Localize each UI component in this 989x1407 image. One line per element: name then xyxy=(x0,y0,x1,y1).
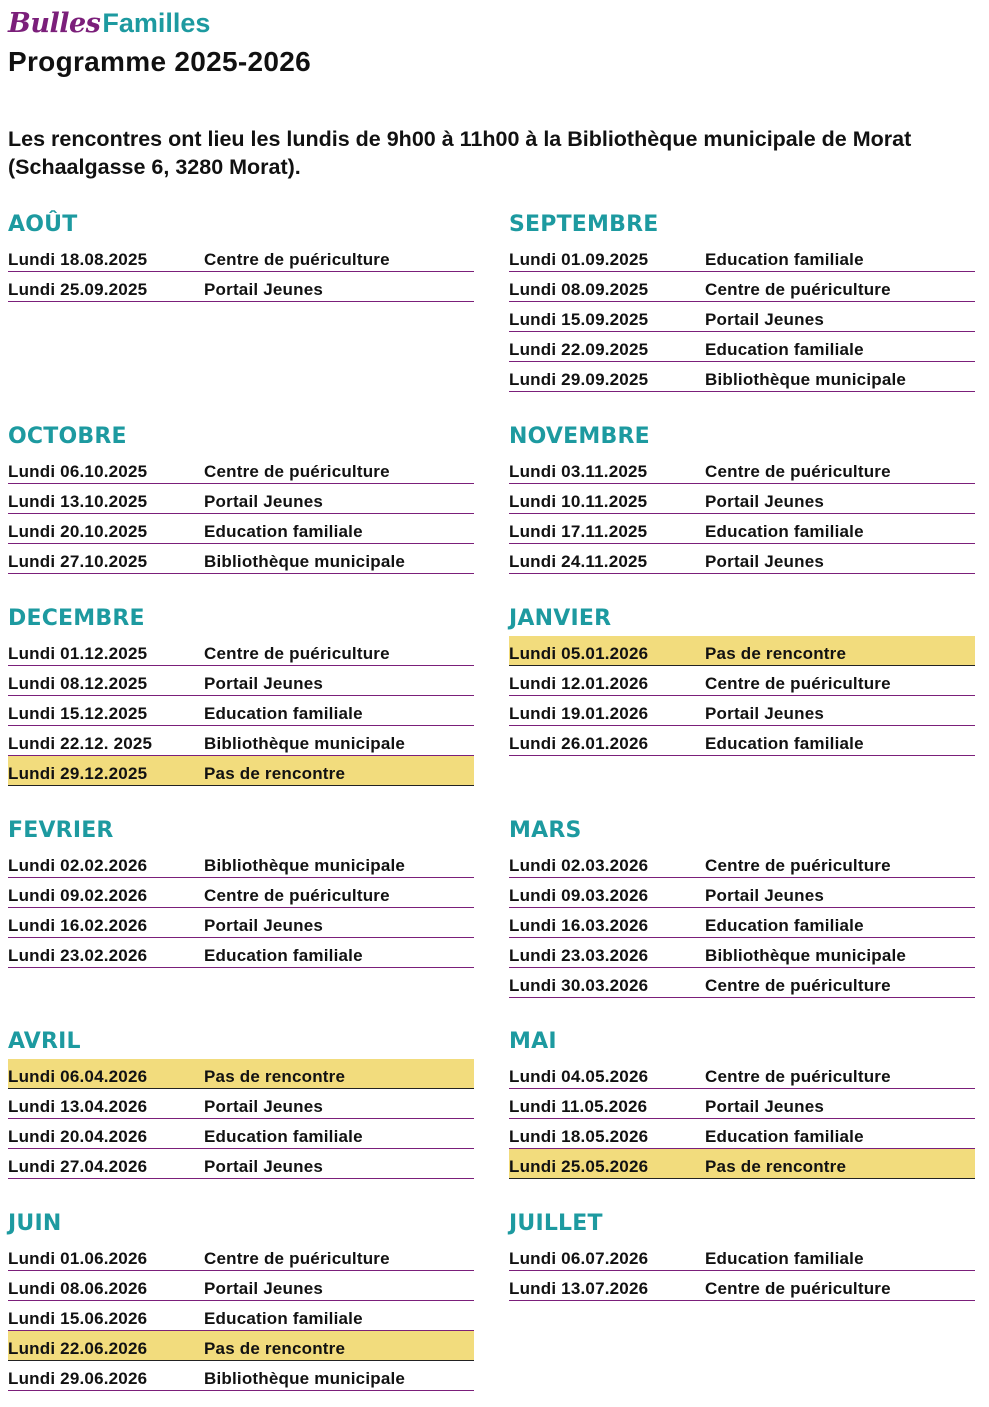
schedule-row xyxy=(509,242,975,272)
schedule-row-closed xyxy=(509,1149,975,1179)
schedule-row xyxy=(509,484,975,514)
meeting-location: Education familiale xyxy=(204,522,363,541)
schedule-row xyxy=(509,696,975,726)
schedule-row xyxy=(8,272,474,302)
schedule-row xyxy=(8,696,474,726)
schedule-row xyxy=(8,1361,474,1391)
meeting-location: Centre de puériculture xyxy=(705,1279,891,1298)
meeting-date: Lundi 20.04.2026 xyxy=(8,1127,148,1146)
intro-text: Les rencontres ont lieu les lundis de 9h00 à 11h00 à la Bibliothèque municipale de Morat (Schaalgasse 6, 3280 Morat). xyxy=(8,127,912,179)
schedule-row xyxy=(8,636,474,666)
meeting-location: Centre de puériculture xyxy=(705,280,891,299)
month-novembre xyxy=(509,420,975,574)
meeting-date: Lundi 06.07.2026 xyxy=(509,1249,649,1268)
meeting-date: Lundi 06.10.2025 xyxy=(8,462,148,481)
meeting-location: Pas de rencontre xyxy=(705,644,847,663)
meeting-date: Lundi 08.06.2026 xyxy=(8,1279,148,1298)
month-title: DECEMBRE xyxy=(8,606,145,631)
meeting-date: Lundi 09.03.2026 xyxy=(509,886,649,905)
schedule-row xyxy=(509,302,975,332)
meeting-location: Pas de rencontre xyxy=(204,1067,346,1086)
month-mars xyxy=(509,814,975,998)
meeting-location: Centre de puériculture xyxy=(705,1067,891,1086)
schedule-row xyxy=(509,1089,975,1119)
schedule-row-closed xyxy=(8,1331,474,1361)
meeting-date: Lundi 27.04.2026 xyxy=(8,1157,148,1176)
schedule-row xyxy=(509,1271,975,1301)
page-title: Programme 2025-2026 xyxy=(8,46,311,77)
schedule-row xyxy=(8,454,474,484)
meeting-date: Lundi 10.11.2025 xyxy=(509,492,648,511)
meeting-date: Lundi 02.02.2026 xyxy=(8,856,148,875)
meeting-date: Lundi 22.09.2025 xyxy=(509,340,649,359)
month-avril xyxy=(8,1025,474,1179)
meeting-location: Centre de puériculture xyxy=(705,856,891,875)
month-title: MAI xyxy=(509,1029,557,1054)
schedule-row xyxy=(509,938,975,968)
schedule-row xyxy=(509,908,975,938)
meeting-date: Lundi 08.12.2025 xyxy=(8,674,148,693)
schedule-row xyxy=(509,1241,975,1271)
meeting-location: Education familiale xyxy=(705,1127,864,1146)
meeting-date: Lundi 13.04.2026 xyxy=(8,1097,148,1116)
meeting-location: Pas de rencontre xyxy=(204,764,346,783)
schedule-row xyxy=(8,544,474,574)
month-decembre xyxy=(8,602,474,786)
meeting-location: Portail Jeunes xyxy=(705,552,825,571)
meeting-date: Lundi 18.05.2026 xyxy=(509,1127,649,1146)
meeting-date: Lundi 09.02.2026 xyxy=(8,886,148,905)
meeting-location: Bibliothèque municipale xyxy=(705,370,907,389)
meeting-location: Portail Jeunes xyxy=(204,280,324,299)
meeting-date: Lundi 30.03.2026 xyxy=(509,976,649,995)
meeting-date: Lundi 15.06.2026 xyxy=(8,1309,148,1328)
schedule-row xyxy=(509,544,975,574)
month-title: NOVEMBRE xyxy=(509,424,650,449)
schedule-row xyxy=(8,1089,474,1119)
month-aout xyxy=(8,208,474,302)
month-octobre xyxy=(8,420,474,574)
meeting-location: Portail Jeunes xyxy=(204,1157,324,1176)
month-janvier xyxy=(509,602,975,756)
meeting-location: Education familiale xyxy=(705,250,864,269)
month-title: OCTOBRE xyxy=(8,424,127,449)
meeting-location: Bibliothèque municipale xyxy=(204,552,406,571)
meeting-location: Education familiale xyxy=(204,946,363,965)
meeting-date: Lundi 16.03.2026 xyxy=(509,916,649,935)
meeting-date: Lundi 01.09.2025 xyxy=(509,250,649,269)
schedule-row xyxy=(8,1271,474,1301)
meeting-location: Centre de puériculture xyxy=(705,462,891,481)
meeting-location: Education familiale xyxy=(204,704,363,723)
meeting-location: Bibliothèque municipale xyxy=(204,1369,406,1388)
schedule-row xyxy=(509,272,975,302)
meeting-location: Centre de puériculture xyxy=(705,674,891,693)
meeting-date: Lundi 05.01.2026 xyxy=(509,644,649,663)
meeting-date: Lundi 29.09.2025 xyxy=(509,370,649,389)
meeting-location: Centre de puériculture xyxy=(705,976,891,995)
schedule-row xyxy=(8,514,474,544)
meeting-location: Portail Jeunes xyxy=(204,916,324,935)
meeting-date: Lundi 29.06.2026 xyxy=(8,1369,148,1388)
month-title: FEVRIER xyxy=(8,818,114,843)
meeting-location: Education familiale xyxy=(204,1127,363,1146)
meeting-location: Portail Jeunes xyxy=(705,886,825,905)
meeting-location: Portail Jeunes xyxy=(705,492,825,511)
brand-logo xyxy=(8,8,210,44)
meeting-location: Portail Jeunes xyxy=(204,1097,324,1116)
meeting-date: Lundi 23.03.2026 xyxy=(509,946,649,965)
meeting-location: Education familiale xyxy=(705,916,864,935)
month-title: JUILLET xyxy=(509,1211,603,1236)
meeting-date: Lundi 15.12.2025 xyxy=(8,704,148,723)
meeting-date: Lundi 04.05.2026 xyxy=(509,1067,649,1086)
month-title: SEPTEMBRE xyxy=(509,212,659,237)
meeting-date: Lundi 12.01.2026 xyxy=(509,674,649,693)
schedule-row xyxy=(509,1119,975,1149)
meeting-date: Lundi 29.12.2025 xyxy=(8,764,148,783)
schedule-row xyxy=(509,1059,975,1089)
schedule-row xyxy=(509,968,975,998)
meeting-location: Portail Jeunes xyxy=(705,1097,825,1116)
month-title: MARS xyxy=(509,818,582,843)
brand-bulles: Bulles xyxy=(8,8,101,39)
meeting-location: Portail Jeunes xyxy=(204,492,324,511)
meeting-location: Education familiale xyxy=(705,1249,864,1268)
schedule-row xyxy=(8,848,474,878)
meeting-location: Centre de puériculture xyxy=(204,250,390,269)
meeting-date: Lundi 02.03.2026 xyxy=(509,856,649,875)
schedule-row xyxy=(8,1149,474,1179)
meeting-date: Lundi 17.11.2025 xyxy=(509,522,648,541)
meeting-date: Lundi 24.11.2025 xyxy=(509,552,648,571)
meeting-date: Lundi 19.01.2026 xyxy=(509,704,649,723)
brand-familles: Familles xyxy=(102,8,211,38)
meeting-date: Lundi 03.11.2025 xyxy=(509,462,648,481)
meeting-date: Lundi 26.01.2026 xyxy=(509,734,649,753)
meeting-location: Pas de rencontre xyxy=(204,1339,346,1358)
schedule-row xyxy=(8,726,474,756)
month-septembre xyxy=(509,208,975,392)
schedule-row xyxy=(8,1119,474,1149)
meeting-location: Centre de puériculture xyxy=(204,1249,390,1268)
meeting-location: Pas de rencontre xyxy=(705,1157,847,1176)
meeting-date: Lundi 27.10.2025 xyxy=(8,552,148,571)
schedule-row xyxy=(8,484,474,514)
meeting-date: Lundi 25.05.2026 xyxy=(509,1157,649,1176)
meeting-date: Lundi 11.05.2026 xyxy=(509,1097,648,1116)
schedule-row xyxy=(8,878,474,908)
meeting-date: Lundi 01.12.2025 xyxy=(8,644,148,663)
schedule-row xyxy=(509,726,975,756)
schedule-row xyxy=(8,908,474,938)
month-title: JANVIER xyxy=(509,606,612,631)
meeting-location: Education familiale xyxy=(705,340,864,359)
month-title: JUIN xyxy=(8,1211,62,1236)
meeting-location: Portail Jeunes xyxy=(204,674,324,693)
meeting-location: Bibliothèque municipale xyxy=(204,734,406,753)
schedule-row-closed xyxy=(8,1059,474,1089)
meeting-date: Lundi 22.06.2026 xyxy=(8,1339,148,1358)
month-title: AOÛT xyxy=(8,212,78,237)
meeting-location: Centre de puériculture xyxy=(204,462,390,481)
schedule-row xyxy=(509,332,975,362)
schedule-row xyxy=(509,454,975,484)
meeting-date: Lundi 01.06.2026 xyxy=(8,1249,148,1268)
month-juillet xyxy=(509,1207,975,1301)
meeting-location: Portail Jeunes xyxy=(204,1279,324,1298)
meeting-location: Education familiale xyxy=(705,734,864,753)
schedule-row-closed xyxy=(509,636,975,666)
meeting-location: Portail Jeunes xyxy=(705,704,825,723)
schedule-row xyxy=(509,848,975,878)
month-fevrier xyxy=(8,814,474,968)
month-title: AVRIL xyxy=(8,1029,81,1054)
meeting-date: Lundi 15.09.2025 xyxy=(509,310,649,329)
meeting-date: Lundi 16.02.2026 xyxy=(8,916,148,935)
meeting-location: Bibliothèque municipale xyxy=(204,856,406,875)
schedule-row xyxy=(8,1301,474,1331)
meeting-date: Lundi 22.12. 2025 xyxy=(8,734,153,753)
schedule-row xyxy=(509,878,975,908)
meeting-date: Lundi 06.04.2026 xyxy=(8,1067,148,1086)
schedule-row xyxy=(8,938,474,968)
meeting-date: Lundi 13.10.2025 xyxy=(8,492,148,511)
schedule-row xyxy=(8,242,474,272)
schedule-row xyxy=(509,514,975,544)
meeting-location: Education familiale xyxy=(204,1309,363,1328)
month-juin xyxy=(8,1207,474,1391)
meeting-location: Centre de puériculture xyxy=(204,644,390,663)
month-mai xyxy=(509,1025,975,1179)
schedule-row-closed xyxy=(8,756,474,786)
meeting-location: Centre de puériculture xyxy=(204,886,390,905)
meeting-date: Lundi 23.02.2026 xyxy=(8,946,148,965)
meeting-date: Lundi 13.07.2026 xyxy=(509,1279,649,1298)
meeting-date: Lundi 25.09.2025 xyxy=(8,280,148,299)
schedule-row xyxy=(8,1241,474,1271)
meeting-date: Lundi 20.10.2025 xyxy=(8,522,148,541)
meeting-location: Portail Jeunes xyxy=(705,310,825,329)
meeting-date: Lundi 18.08.2025 xyxy=(8,250,148,269)
schedule-row xyxy=(8,666,474,696)
schedule-row xyxy=(509,666,975,696)
schedule-row xyxy=(509,362,975,392)
meeting-location: Education familiale xyxy=(705,522,864,541)
meeting-location: Bibliothèque municipale xyxy=(705,946,907,965)
meeting-date: Lundi 08.09.2025 xyxy=(509,280,649,299)
